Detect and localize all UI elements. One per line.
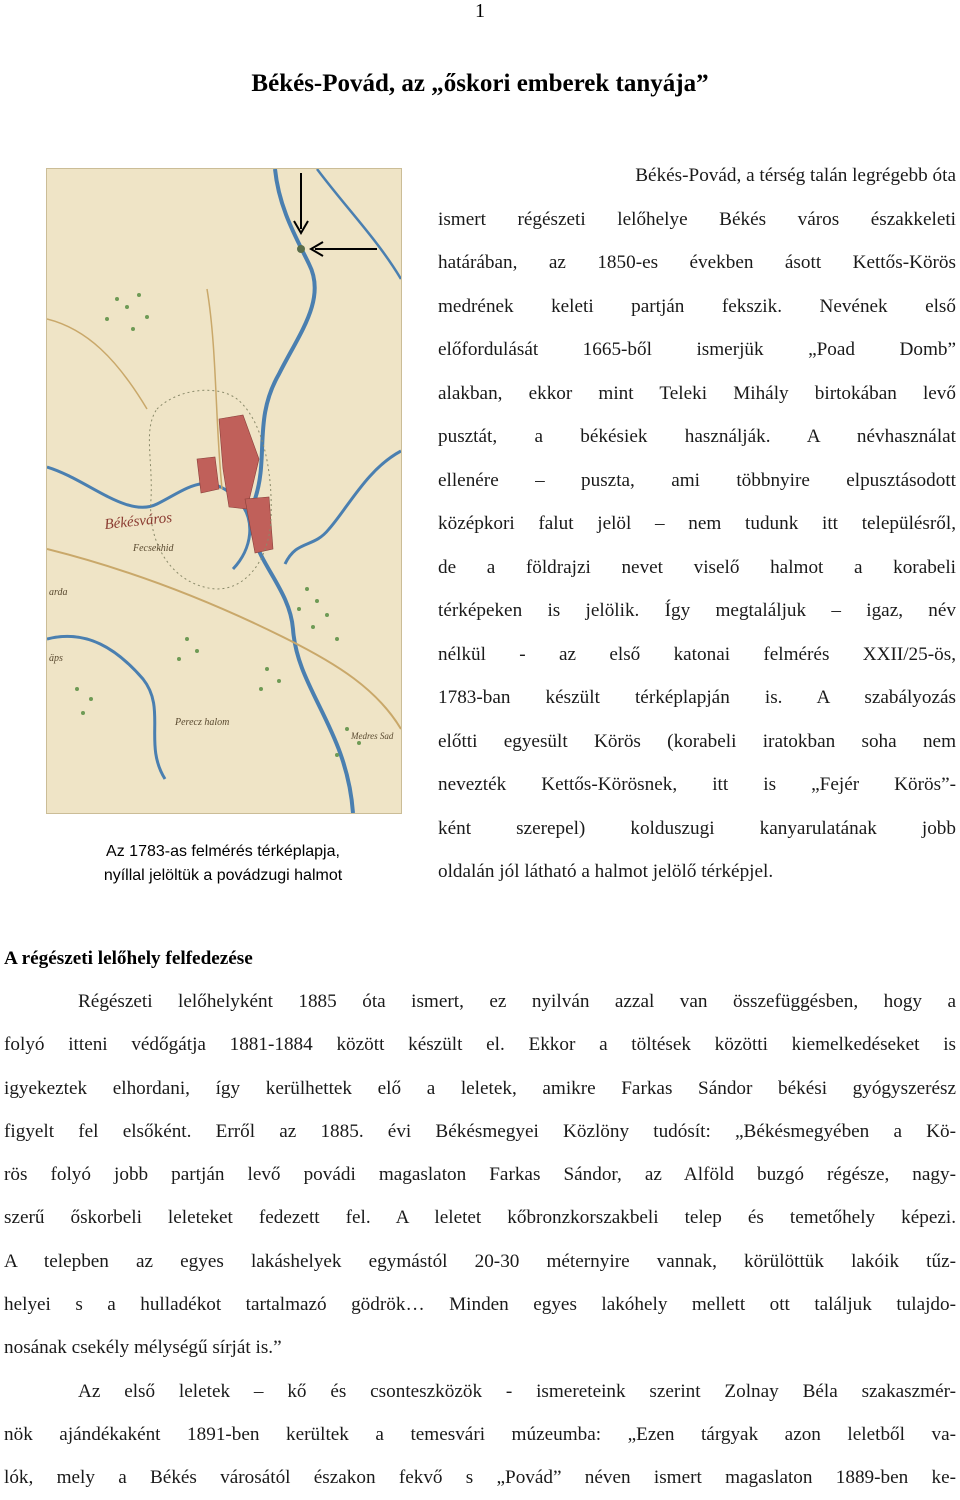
body-line: figyelt fel elsőként. Erről az 1885. évi Békésmegyei Közlöny tudósít: „Békésmegyében a Kö- (4, 1120, 956, 1142)
body-line: rös folyó jobb partján levő povádi magaslaton Farkas Sándor, az Alföld buzgó régésze, nagy- (4, 1164, 956, 1186)
intro-line: oldalán jól látható a halmot jelölő térképjel. (438, 861, 774, 882)
body-line: Az első leletek – kő és csonteszközök - ismereteink szerint Zolnay Béla szakaszmér- (78, 1380, 956, 1402)
intro-line: ként szerepel) kolduszugi kanyarulatának jobb (438, 817, 956, 839)
body-line: lók, mely a Békés városától északon fekvő s „Povád” néven ismert magaslaton 1889-ben ke- (4, 1467, 956, 1489)
body-line: nök ajándékaként 1891-ben kerültek a temesvári múzeumba: „Ezen tárgyak azon leletből va- (4, 1423, 956, 1445)
body-line: folyó itteni védőgátja 1881-1884 között készült el. Ekkor a töltések közötti kiemelkedéseket is (4, 1034, 956, 1056)
historical-map-image (46, 168, 402, 814)
intro-line: középkori falut jelöl – nem tudunk itt településről, (438, 513, 956, 534)
caption-line-1: Az 1783-as felmérés térképlapja, (106, 843, 340, 860)
page-number: 1 (475, 0, 485, 22)
intro-line: Békés-Povád, a térség talán legrégebb óta (635, 165, 956, 186)
map-label-right-small: Medres Sad (351, 731, 394, 741)
intro-paragraph (438, 154, 956, 894)
intro-line: 1783-ban készült térképlapján is. A szabályozás (438, 687, 956, 708)
intro-line: ismert régészeti lelőhelye Békés város északkeleti (438, 208, 956, 230)
map-caption (46, 840, 400, 888)
intro-line: térképeken is jelölik. Így megtaláljuk – igaz, név (438, 600, 956, 621)
body-line: nosának csekély mélységű sírját is.” (4, 1337, 282, 1359)
hill-marker (297, 245, 305, 253)
map-label-edge-left2: äps (49, 653, 63, 664)
body-line: Régészeti lelőhelyként 1885 óta ismert, ez nyilván azzal van összefüggésben, hogy a (78, 991, 956, 1012)
intro-line: nélkül - az első katonai felmérés XXII/25-ös, (438, 643, 956, 665)
map-label-near-town: Fecsekhid (133, 543, 174, 554)
intro-line: de a földrajzi nevet viselő halmot a korabeli (438, 556, 956, 578)
intro-line: pusztát, a békésiek használják. A névhasználat (438, 426, 956, 447)
map-label-town: Békésváros (103, 509, 173, 533)
intro-line: medrének keleti partján fekszik. Nevének első (438, 295, 956, 317)
intro-line: határában, az 1850-es években ásott Kettős-Körös (438, 252, 956, 273)
body-line: A telepben az egyes lakáshelyek egymástól 20-30 méternyire vannak, körülöttük lakóik tűz- (4, 1250, 956, 1272)
intro-line: előfordulását 1665-ből ismerjük „Poad Domb” (438, 339, 956, 360)
intro-line: nevezték Kettős-Körösnek, itt is „Fejér Körös”- (438, 774, 956, 795)
body-line: igyekeztek elhordani, így kerülhettek elő a leletek, amikre Farkas Sándor békési gyógyszerész (4, 1077, 956, 1099)
map-label-edge-left1: arda (49, 587, 68, 598)
page-title: Békés-Povád, az „őskori emberek tanyája” (251, 70, 709, 97)
intro-line: alakban, ekkor mint Teleki Mihály birtokában levő (438, 382, 956, 404)
map-label-hill: Perecz halom (175, 717, 230, 728)
body-text (4, 980, 956, 1500)
intro-line: előtti egyesült Körös (korabeli iratokban soha nem (438, 730, 956, 752)
intro-line: ellenére – puszta, ami többnyire elpusztásodott (438, 469, 956, 491)
body-line: szerű őskorbeli leleteket fedezett fel. A leletet kőbronzkorszakbeli telep és temetőhely képezi. (4, 1207, 956, 1229)
section-heading: A régészeti lelőhely felfedezése (4, 948, 253, 969)
caption-line-2: nyíllal jelöltük a povádzugi halmot (103, 867, 343, 884)
body-line: helyei s a hulladékot tartalmazó gödrök… Minden egyes lakóhely mellett ott találjuk tulajdo- (4, 1294, 956, 1316)
